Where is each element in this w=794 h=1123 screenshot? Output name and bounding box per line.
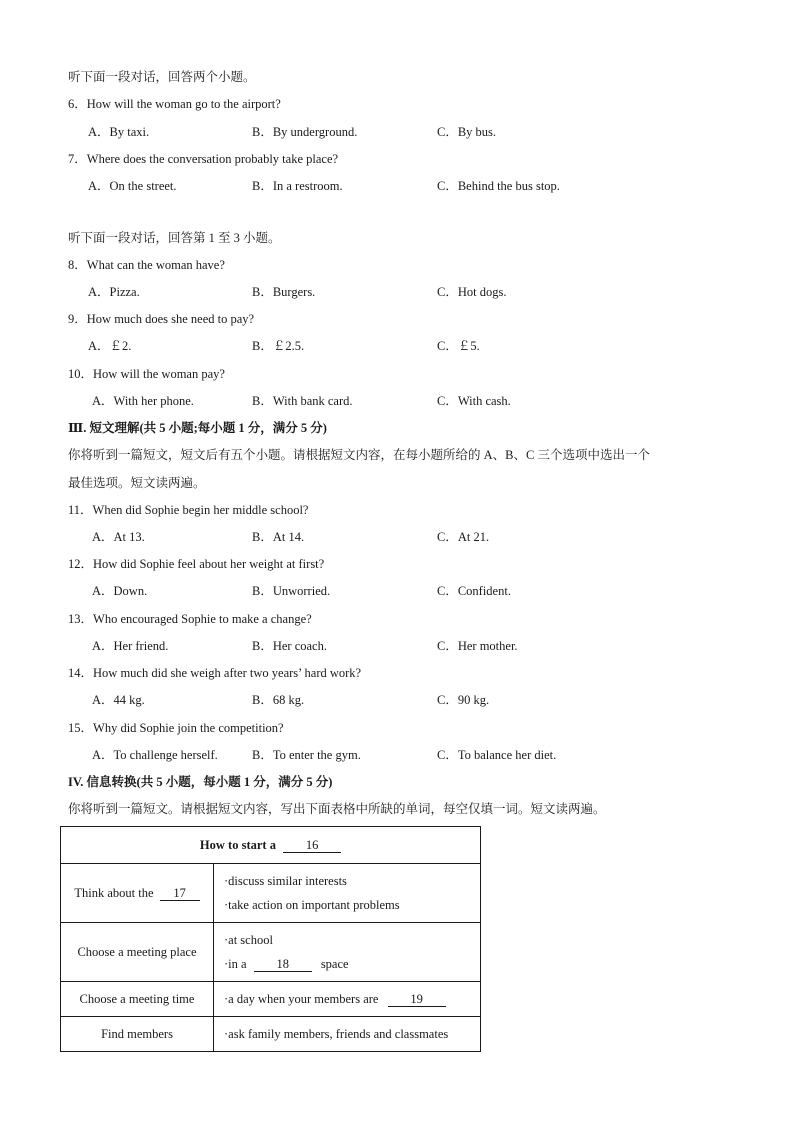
detail-line: ·at school [224, 933, 273, 947]
question-text: How will the woman pay? [93, 367, 225, 381]
question-number: 11． [68, 503, 93, 517]
blank-18[interactable]: 18 [254, 958, 312, 972]
option-b[interactable]: B．By underground. [252, 125, 358, 139]
options-12 [0, 583, 794, 599]
row-label-cell [61, 923, 214, 982]
option-c[interactable]: C．Confident. [437, 584, 511, 598]
section-4-heading: IV. 信息转换(共 5 小题，每小题 1 分，满分 5 分) [68, 775, 333, 789]
detail-line [224, 952, 480, 976]
option-c[interactable]: C．By bus. [437, 125, 497, 139]
table-row [61, 923, 481, 982]
section-3-heading: Ⅲ. 短文理解(共 5 小题;每小题 1 分，满分 5 分) [68, 421, 327, 435]
question-13 [68, 611, 312, 627]
option-b[interactable]: B．Her coach. [252, 639, 327, 653]
option-a[interactable]: A．Down. [92, 584, 148, 598]
options-10 [0, 393, 794, 409]
row-detail-cell [214, 1017, 481, 1052]
section-intro-1: 听下面一段对话，回答两个小题。 [68, 70, 256, 84]
row-detail-cell [214, 864, 481, 923]
detail-line: ·take action on important problems [224, 898, 400, 912]
option-c[interactable]: C．Her mother. [437, 639, 518, 653]
detail-prefix: ·in a [224, 957, 247, 971]
options-9 [0, 338, 794, 354]
row-detail-cell [214, 982, 481, 1017]
question-11 [68, 502, 308, 518]
option-a[interactable]: A．At 13. [92, 530, 145, 544]
question-number: 15． [68, 721, 94, 735]
option-b[interactable]: B．To enter the gym. [252, 748, 361, 762]
option-a[interactable]: A．Her friend. [92, 639, 169, 653]
row-label: Think about the [74, 885, 154, 900]
question-text: How much does she need to pay? [86, 312, 255, 326]
detail-prefix: ·a day when your members are [224, 991, 379, 1006]
question-9 [68, 311, 254, 327]
options-7 [0, 178, 794, 194]
blank-16[interactable]: 16 [283, 839, 341, 853]
question-text: Why did Sophie join the competition? [93, 721, 284, 735]
option-b[interactable]: B．In a restroom. [252, 179, 343, 193]
option-c[interactable]: C．To balance her diet. [437, 748, 557, 762]
question-text: What can the woman have? [86, 258, 225, 272]
question-6 [68, 96, 281, 112]
question-number: 14． [68, 666, 94, 680]
options-14 [0, 692, 794, 708]
option-b[interactable]: B．At 14. [252, 530, 305, 544]
question-text: When did Sophie begin her middle school? [92, 503, 309, 517]
option-b[interactable]: B．With bank card. [252, 394, 353, 408]
question-8 [68, 257, 225, 273]
question-text: Where does the conversation probably take place? [86, 152, 339, 166]
option-a[interactable]: A．￡2. [88, 339, 132, 353]
row-label-cell [61, 1017, 214, 1052]
question-text: Who encouraged Sophie to make a change? [93, 612, 312, 626]
options-13 [0, 638, 794, 654]
question-text: How much did she weigh after two years’ hard work? [93, 666, 362, 680]
question-number: 8． [68, 258, 87, 272]
section-intro-2: 听下面一段对话，回答第 1 至 3 小题。 [68, 231, 281, 245]
detail-line: ·discuss similar interests [224, 874, 347, 888]
row-label: Choose a meeting place [77, 944, 197, 959]
option-b[interactable]: B．Unworried. [252, 584, 331, 598]
question-7 [68, 151, 338, 167]
question-14 [68, 665, 361, 681]
option-a[interactable]: A．On the street. [88, 179, 177, 193]
option-c[interactable]: C．￡5. [437, 339, 480, 353]
option-c[interactable]: C．At 21. [437, 530, 490, 544]
blank-19[interactable]: 19 [388, 993, 446, 1007]
option-a[interactable]: A．Pizza. [88, 285, 140, 299]
question-text: How did Sophie feel about her weight at first? [93, 557, 325, 571]
options-11 [0, 529, 794, 545]
question-number: 12． [68, 557, 94, 571]
row-label-cell [61, 864, 214, 923]
info-table [60, 826, 481, 1052]
option-a[interactable]: A．To challenge herself. [92, 748, 218, 762]
table-title-row [61, 827, 481, 864]
table-row [61, 1017, 481, 1052]
option-a[interactable]: A．44 kg. [92, 693, 145, 707]
table-title [61, 827, 481, 864]
section-4-instruction: 你将听到一篇短文。请根据短文内容，写出下面表格中所缺的单词，每空仅填一词。短文读两遍。 [68, 802, 606, 816]
option-b[interactable]: B．Burgers. [252, 285, 316, 299]
options-6 [0, 124, 794, 140]
detail-suffix: space [320, 957, 349, 971]
option-a[interactable]: A．By taxi. [88, 125, 150, 139]
option-b[interactable]: B．￡2.5. [252, 339, 305, 353]
table-row [61, 982, 481, 1017]
row-label: Find members [101, 1026, 173, 1041]
question-10 [68, 366, 225, 382]
table-row [61, 864, 481, 923]
section-3-instruction-line-1: 你将听到一篇短文，短文后有五个小题。请根据短文内容，在每小题所给的 A、B、C 三个选项中选出一个 [68, 448, 650, 462]
options-8 [0, 284, 794, 300]
question-number: 9． [68, 312, 87, 326]
row-detail-cell [214, 923, 481, 982]
option-c[interactable]: C．90 kg. [437, 693, 490, 707]
option-c[interactable]: C．Behind the bus stop. [437, 179, 560, 193]
question-number: 13． [68, 612, 94, 626]
question-number: 7． [68, 152, 87, 166]
option-a[interactable]: A．With her phone. [92, 394, 194, 408]
table-title-text: How to start a [199, 837, 276, 852]
detail-text: ·ask family members, friends and classmates [224, 1026, 449, 1041]
blank-17[interactable]: 17 [160, 887, 200, 901]
section-3-instruction-line-2: 最佳选项。短文读两遍。 [68, 476, 206, 490]
row-label-cell [61, 982, 214, 1017]
question-number: 10． [68, 367, 94, 381]
option-c[interactable]: C．With cash. [437, 394, 511, 408]
question-12 [68, 556, 324, 572]
question-text: How will the woman go to the airport? [86, 97, 281, 111]
question-number: 6． [68, 97, 87, 111]
options-15 [0, 747, 794, 763]
row-label: Choose a meeting time [79, 991, 195, 1006]
option-c[interactable]: C．Hot dogs. [437, 285, 507, 299]
question-15 [68, 720, 284, 736]
option-b[interactable]: B．68 kg. [252, 693, 305, 707]
